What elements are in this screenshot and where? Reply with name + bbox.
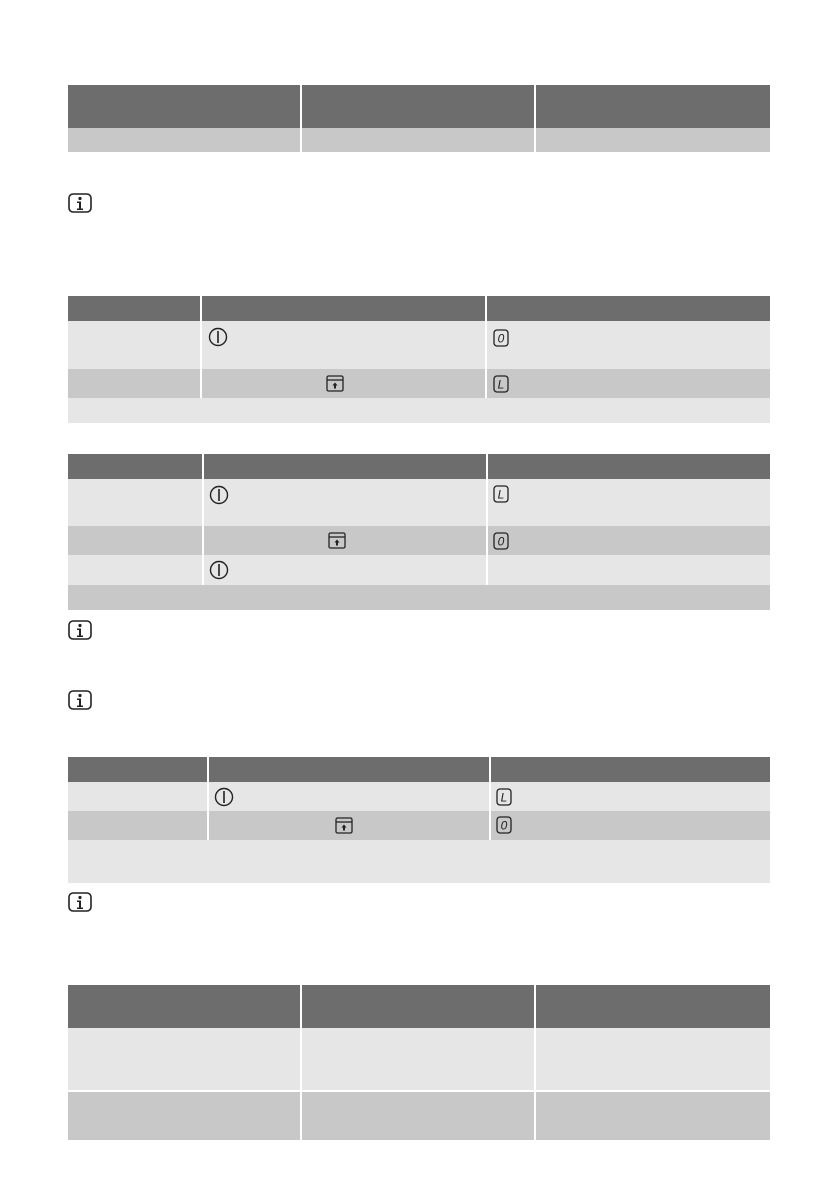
display-0-glyph: 0 [500, 818, 508, 833]
table-4-header-cell [68, 757, 209, 782]
table-cell [68, 526, 204, 555]
display-0-icon [493, 532, 509, 550]
display-0-glyph: 0 [497, 331, 505, 346]
table-row [68, 479, 770, 526]
table-row [68, 1028, 770, 1090]
table-cell [488, 555, 770, 585]
table-1-header-cell [68, 85, 302, 128]
table-cell [202, 369, 487, 398]
table-cell [302, 1028, 536, 1090]
display-L-icon [493, 375, 509, 393]
table-cell [68, 585, 770, 610]
table-cell [488, 526, 770, 555]
table-3-header-cell [204, 454, 488, 479]
power-icon [208, 327, 228, 347]
info-icon [68, 193, 92, 213]
table-cell [536, 1092, 770, 1140]
table-row [68, 811, 770, 840]
table-cell [302, 128, 536, 152]
table-row [68, 398, 770, 423]
table-cell [68, 398, 770, 423]
table-5-header-cell [68, 985, 302, 1028]
table-cell [204, 526, 488, 555]
table-row [68, 555, 770, 585]
table-2-header-cell [202, 296, 487, 321]
table-4-header-cell [209, 757, 491, 782]
table-cell [68, 840, 770, 883]
table-row [68, 128, 770, 152]
table-1 [68, 85, 770, 152]
info-icon [68, 620, 92, 640]
table-cell [68, 782, 209, 811]
table-cell [68, 479, 204, 526]
table-cell [68, 1092, 302, 1140]
table-4-header-cell [491, 757, 770, 782]
table-cell [209, 782, 491, 811]
lock-icon [328, 532, 346, 549]
table-5-header-cell [302, 985, 536, 1028]
table-4 [68, 757, 770, 883]
table-cell [536, 128, 770, 152]
display-0-icon [496, 816, 512, 834]
table-2-header-cell [487, 296, 770, 321]
power-icon [214, 787, 234, 807]
table-1-header-cell [536, 85, 770, 128]
table-row [68, 321, 770, 369]
info-icon [68, 690, 92, 710]
table-cell [491, 782, 770, 811]
table-cell [487, 369, 770, 398]
lock-icon [326, 375, 344, 392]
display-0-glyph: 0 [497, 534, 505, 549]
table-3-header-cell [488, 454, 770, 479]
table-cell [68, 369, 202, 398]
table-cell [488, 479, 770, 526]
table-3 [68, 454, 770, 610]
table-cell [302, 1092, 536, 1140]
table-row [68, 1092, 770, 1140]
table-cell [68, 128, 302, 152]
display-L-icon [496, 788, 512, 806]
table-row [68, 840, 770, 883]
table-3-header-row [68, 454, 770, 479]
lock-icon [335, 817, 353, 834]
table-cell [68, 555, 204, 585]
display-L-glyph: L [497, 377, 505, 392]
table-cell [204, 555, 488, 585]
table-cell [209, 811, 491, 840]
table-cell [491, 811, 770, 840]
table-1-header-cell [302, 85, 536, 128]
table-row [68, 369, 770, 398]
table-row [68, 782, 770, 811]
table-cell [202, 321, 487, 369]
table-4-header-row [68, 757, 770, 782]
power-icon [209, 485, 229, 505]
table-cell [204, 479, 488, 526]
table-2 [68, 296, 770, 423]
display-L-glyph: L [497, 487, 505, 502]
display-L-icon [493, 485, 509, 503]
table-2-header-row [68, 296, 770, 321]
display-0-icon [493, 329, 509, 347]
table-cell [68, 321, 202, 369]
table-row [68, 526, 770, 555]
table-5-header-cell [536, 985, 770, 1028]
table-1-header-row [68, 85, 770, 128]
table-cell [487, 321, 770, 369]
table-2-header-cell [68, 296, 202, 321]
table-3-header-cell [68, 454, 204, 479]
power-icon [209, 560, 229, 580]
table-5 [68, 985, 770, 1140]
table-cell [68, 811, 209, 840]
display-L-glyph: L [500, 790, 508, 805]
table-cell [68, 1028, 302, 1090]
table-cell [536, 1028, 770, 1090]
table-row [68, 585, 770, 610]
table-5-header-row [68, 985, 770, 1028]
info-icon [68, 892, 92, 912]
